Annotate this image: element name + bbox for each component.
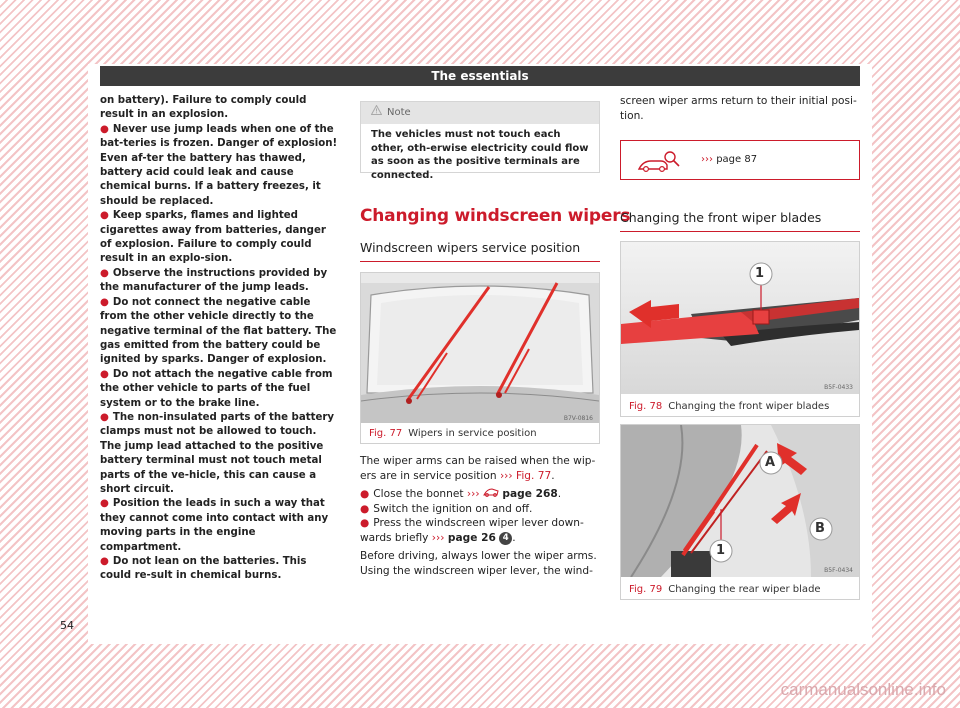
figure-78 <box>620 241 860 417</box>
warning-bullet: ● Observe the instructions provided by the manufacturer of the jump leads. <box>100 267 328 294</box>
figure-caption: Fig. 79 Changing the rear wiper blade <box>629 584 821 595</box>
rear-wiper-blade-illustration <box>621 425 859 577</box>
warning-bullet: ● Position the leads in such a way that they cannot come into contact with any moving parts in the engine compartment. <box>100 498 329 553</box>
bullet-icon: ● <box>100 296 109 308</box>
warning-bullet: ● Do not connect the negative cable from the other vehicle directly to the negative terminal of the flat battery. The gas emitted from the battery could be ignited by sparks. Danger of explosion. <box>100 296 337 366</box>
reference-text: ››› page 87 <box>701 154 758 165</box>
bullet-icon: ● <box>100 368 109 380</box>
note-text: The vehicles must not touch each other, oth-erwise electricity could flow as soon as the positive terminals are connected. <box>371 129 589 181</box>
bullet-icon: ● <box>360 488 370 500</box>
page-ref-link[interactable]: page 268 <box>502 488 558 500</box>
paragraph-continued: screen wiper arms return to their initial posi-tion. <box>620 95 857 122</box>
section-title: Changing windscreen wipers <box>360 206 631 226</box>
warning-bullet: ● Never use jump leads when one of the bat-teries is frozen. Danger of explosion! Even af-ter the battery has thawed, battery acid could leak and cause chemical burns. If a battery freezes, it should be replaced. <box>100 123 338 207</box>
figure-caption: Fig. 77 Wipers in service position <box>369 428 537 439</box>
header-title: The essentials <box>431 69 529 83</box>
warning-intro: on battery). Failure to comply could result in an explosion. <box>100 95 307 121</box>
figure-79 <box>620 424 860 600</box>
figure-77 <box>360 272 600 444</box>
bullet-icon: ● <box>100 267 109 279</box>
front-wiper-blade-illustration <box>621 242 859 394</box>
figure-caption: Fig. 78 Changing the front wiper blades <box>629 401 830 412</box>
bullet-icon: ● <box>100 210 109 222</box>
instruction-bullet: ● Close the bonnet ››› page 268. <box>360 488 562 500</box>
bullet-icon: ● <box>100 498 109 510</box>
instruction-bullet: ● Switch the ignition on and off. <box>360 502 533 515</box>
note-box <box>360 101 600 181</box>
figure-code: B7V-0816 <box>563 415 593 422</box>
callout-b: B <box>815 521 825 536</box>
wipers-service-position-illustration <box>361 273 599 423</box>
bullet-icon: ● <box>360 502 370 515</box>
page-ref-link[interactable]: page 26 <box>447 531 496 544</box>
bullet-icon: ● <box>100 556 109 567</box>
figure-code: B5F-0434 <box>824 567 853 574</box>
bullet-icon: ● <box>100 411 109 423</box>
bullet-icon: ● <box>360 517 370 529</box>
paragraph: Before driving, always lower the wiper arms. Using the windscreen wiper lever, the wind- <box>360 550 597 577</box>
note-header <box>361 102 599 124</box>
callout-1: 1 <box>716 543 726 558</box>
front-wiper-subtitle: Changing the front wiper blades <box>620 210 860 232</box>
figure-ref-link[interactable]: Fig. 77 <box>516 469 552 482</box>
instruction-bullet: ● Press the windscreen wiper lever down-wards briefly ››› page 26 4 . <box>360 517 584 544</box>
bonnet-icon <box>483 488 499 500</box>
bullet-icon: ● <box>100 123 109 135</box>
paragraph: The wiper arms can be raised when the wip-ers are in service position ››› Fig. 77. <box>360 455 596 482</box>
info-icon <box>371 102 383 124</box>
page-header <box>100 66 860 86</box>
manual-book-icon <box>637 149 681 177</box>
service-position-instructions <box>360 454 600 578</box>
warning-bullet: ● Keep sparks, flames and lighted cigarettes away from batteries, danger of explosion. Failure to comply could result in an explo-sion. <box>100 210 326 265</box>
page-ref-link[interactable]: page 87 <box>716 154 758 165</box>
callout-1: 1 <box>755 266 765 281</box>
note-label: Note <box>387 107 411 118</box>
control-number-badge: 4 <box>499 532 512 545</box>
page-number: 54 <box>60 619 74 632</box>
warning-bullet: ● The non-insulated parts of the battery clamps must not be allowed to touch. The jump lead attached to the positive battery terminal must not touch metal parts of the ve-hicle, this can cause a short circuit. <box>100 411 335 495</box>
figure-code: B5F-0433 <box>824 384 853 391</box>
reference-box <box>620 140 860 180</box>
warning-bullet: ● Do not lean on the batteries. This could re-sult in chemical burns. <box>100 556 307 582</box>
warning-bullet: ● Do not attach the negative cable from the other vehicle to parts of the fuel system or to the brake line. <box>100 368 333 409</box>
watermark: carmanualsonline.info <box>780 680 946 699</box>
warning-column <box>100 94 340 584</box>
section-subtitle: Windscreen wipers service position <box>360 240 600 262</box>
callout-a: A <box>765 455 776 470</box>
